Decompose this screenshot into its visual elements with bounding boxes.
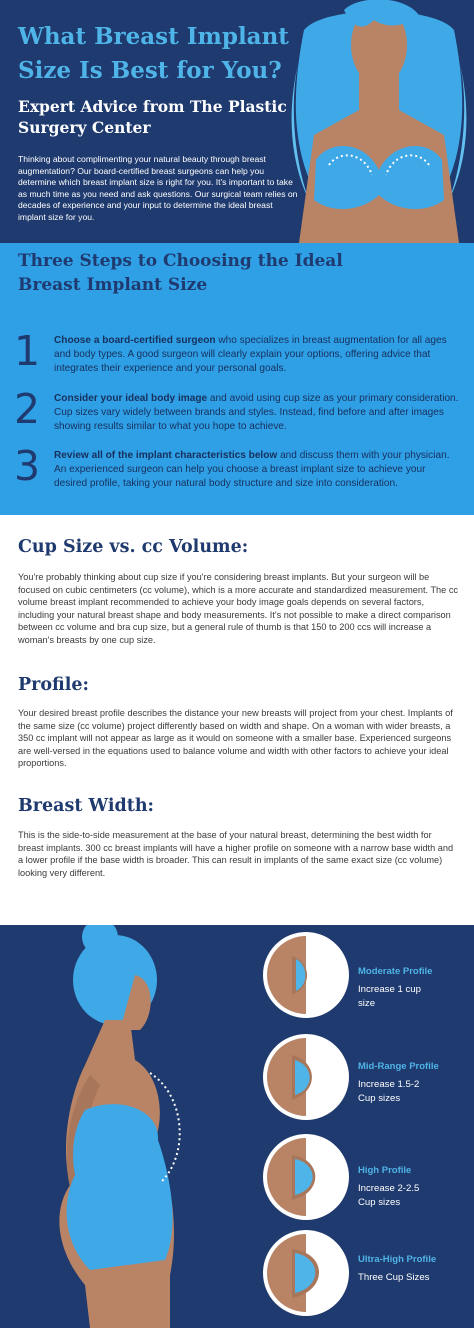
profile-desc: Increase 1.5-2 Cup sizes: [358, 1079, 420, 1104]
step-number: 1: [14, 327, 41, 375]
profiles-section: [0, 925, 474, 1328]
ultra-high-profile-icon: [262, 1229, 350, 1317]
section-title-cup-size: Cup Size vs. cc Volume:: [18, 537, 249, 557]
step-text: [54, 334, 460, 377]
steps-title: Three Steps to Choosing the Ideal Breast Implant Size: [18, 251, 343, 295]
profile-name: Mid-Range Profile: [358, 1061, 439, 1072]
step-text: [54, 449, 460, 492]
high-profile-icon: [262, 1133, 350, 1221]
intro-paragraph: Thinking about complimenting your natural beauty through breast augmentation? Our board-certified breast surgeons can help you determine which breast implant size is right for you. It's important to take as much time as you need and ask questions. Our surgical team relies on decades of experience and your input to determine the ideal breast implant size for you.: [18, 154, 298, 222]
side-body-illustration: [30, 925, 230, 1328]
profile-desc: Three Cup Sizes: [358, 1272, 430, 1283]
profile-mid-range: [262, 1033, 472, 1123]
step-detail: and avoid using cup size as your primary consideration. Cup sizes vary widely between brands and styles. Instead, find before and after images showing results similar to what you hope to achieve.: [54, 393, 459, 433]
profile-high: [262, 1133, 472, 1223]
profile-name: High Profile: [358, 1165, 412, 1176]
section-body-cup-size: You're probably thinking about cup size if you're considering breast implants. But your surgeon will be focused on cubic centimeters (cc volume), which is a more accurate and standardized measurement. The cc volume breast implant recommended to achieve your body image goals depends on several factors, including your natural breast shape and body measurements. It's not possible to make a direct comparison between cc volume and bra cup size, but a general rule of thumb is that 150 to 200 ccs will increase a woman's breasts by one cup size.: [18, 572, 459, 645]
step-lead: Choose a board-certified surgeon: [54, 335, 216, 346]
header-section: [0, 0, 474, 243]
profile-ultra-high: [262, 1229, 472, 1319]
step-lead: Consider your ideal body image: [54, 393, 208, 404]
moderate-profile-icon: [262, 931, 350, 1019]
step-detail: and discuss them with your physician. An experienced surgeon can help you choose a breast implant size to achieve your desired profile, taking your natural body structure and size into consideration.: [54, 450, 450, 490]
profile-name: Ultra-High Profile: [358, 1254, 437, 1265]
page-title: What Breast Implant Size Is Best for You?: [18, 23, 289, 84]
profile-desc: Increase 2-2.5 Cup sizes: [358, 1183, 420, 1208]
section-body-profile: Your desired breast profile describes the distance your new breasts will project from your chest. Implants of the same size (cc volume) project differently based on width and shape. On a woman with wider breasts, a 350 cc implant will not appear as large as it would on someone with a smaller base. Experienced surgeons are well-versed in the equations used to balance volume and width with other factors to achieve your ideal proportions.: [18, 708, 453, 769]
step-number: 2: [14, 385, 41, 433]
article-section: [0, 515, 474, 925]
step-text: [54, 392, 460, 435]
step-detail: who specializes in breast augmentation for all ages and body types. A good surgeon will clearly explain your options, offering advice that integrates their experience and your personal goals.: [54, 335, 447, 375]
section-body-breast-width: This is the side-to-side measurement at the base of your natural breast, determining the best width for breast implants. 300 cc breast implants will have a higher profile on someone with a narrow base width and a lower profile if the base width is broader. This can result in implants of the same exact size (cc volume) looking very different.: [18, 830, 454, 878]
step-number: 3: [14, 442, 41, 490]
profile-moderate: [262, 931, 472, 1021]
page-subtitle: Expert Advice from The Plastic Surgery Center: [18, 97, 287, 137]
profile-name: Moderate Profile: [358, 966, 433, 977]
step-lead: Review all of the implant characteristics below: [54, 450, 278, 461]
woman-illustration: [284, 0, 474, 243]
steps-section: [0, 243, 474, 515]
mid-range-profile-icon: [262, 1033, 350, 1121]
section-title-profile: Profile:: [18, 675, 90, 695]
section-title-breast-width: Breast Width:: [18, 796, 155, 816]
profile-desc: Increase 1 cup size: [358, 984, 421, 1009]
